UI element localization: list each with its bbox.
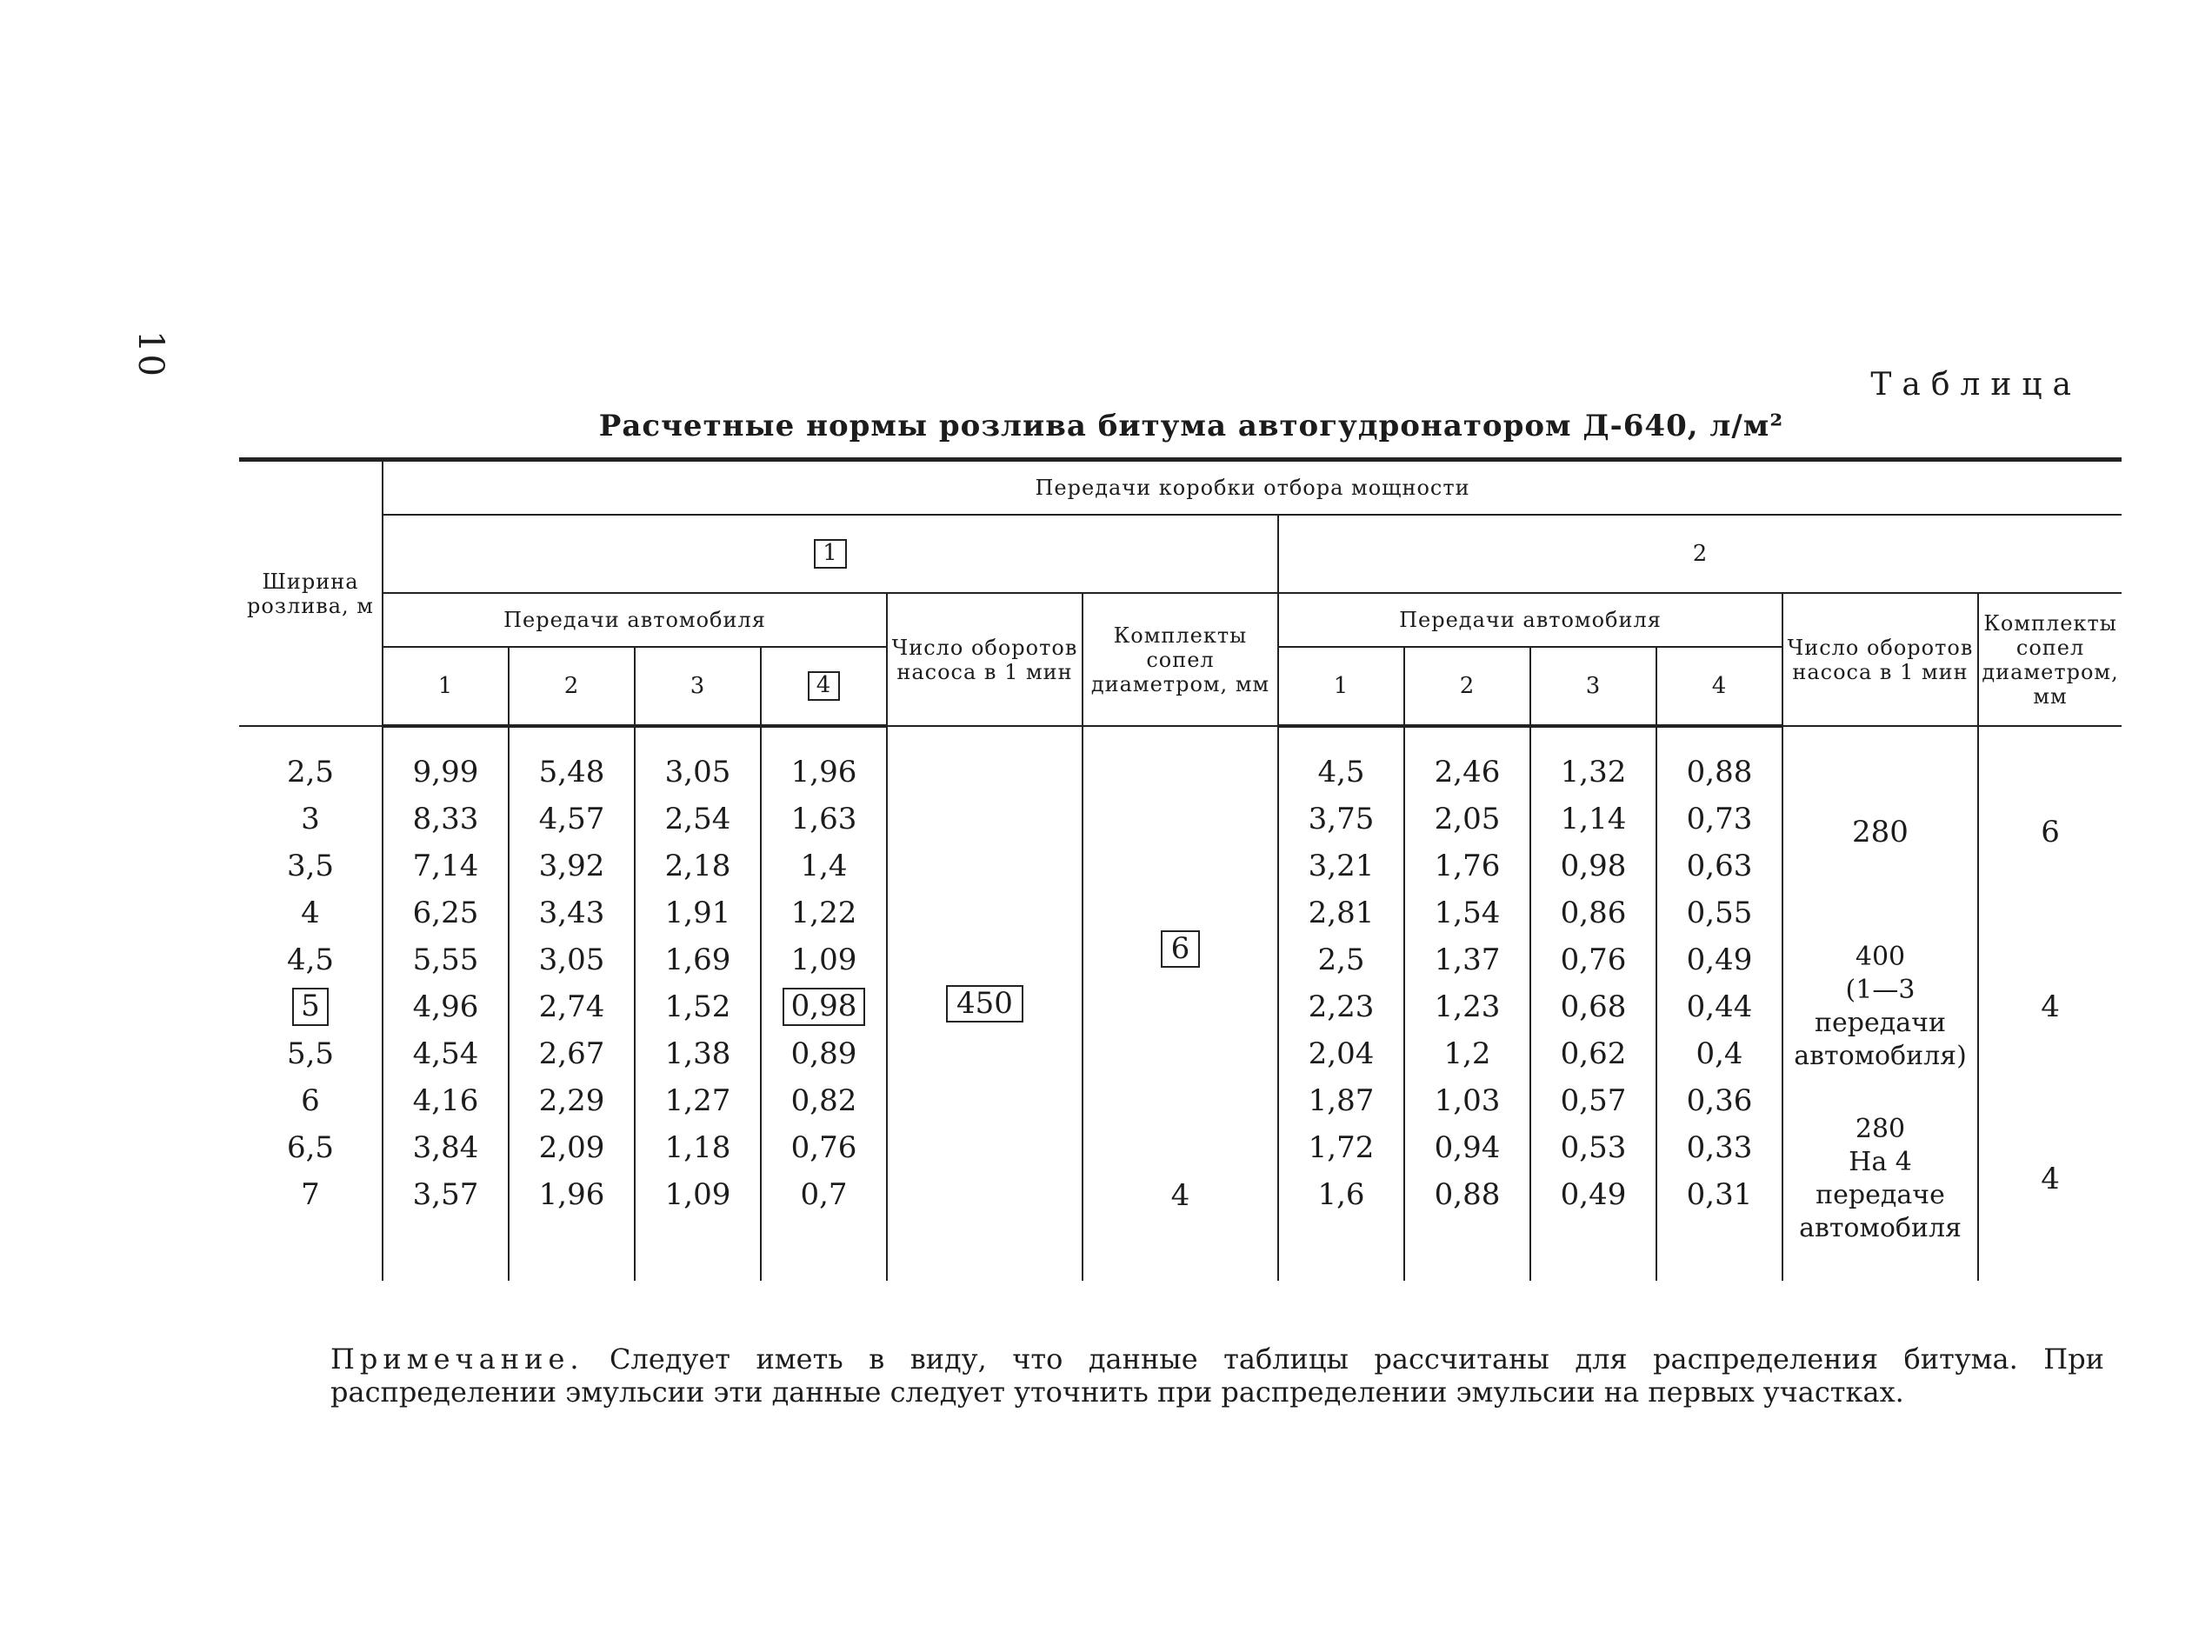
header-gear-2: 2 [509, 647, 635, 726]
value-cell: 1,72 [1278, 1124, 1404, 1171]
value-cell: 2,05 [1404, 796, 1530, 843]
header-gear-1: 1 [383, 647, 509, 726]
value-cell: 1,09 [761, 936, 887, 983]
value-cell: 2,54 [635, 796, 761, 843]
value-cell: 2,29 [509, 1077, 635, 1124]
header-gear-3b: 3 [1530, 647, 1656, 726]
spacer-cell [509, 1218, 635, 1281]
value-cell: 1,09 [635, 1171, 761, 1218]
header-gear-4b: 4 [1656, 647, 1782, 726]
value-cell: 1,96 [509, 1171, 635, 1218]
rpm-280-value: 280 [1855, 1114, 1906, 1144]
pump-rpm-2a: 280 [1782, 726, 1978, 936]
value-cell: 2,04 [1278, 1030, 1404, 1077]
value-cell: 1,69 [635, 936, 761, 983]
nozzle-group-1-last: 4 [1083, 1171, 1278, 1281]
value-cell: 0,86 [1530, 889, 1656, 936]
group-1-boxed-number: 1 [814, 539, 847, 569]
value-cell: 3,43 [509, 889, 635, 936]
width-cell: 4 [301, 896, 320, 930]
width-cell: 3 [301, 802, 320, 836]
value-cell: 2,74 [509, 983, 635, 1030]
value-cell: 1,23 [1404, 983, 1530, 1030]
value-cell: 4,96 [383, 983, 509, 1030]
value-cell: 0,55 [1656, 889, 1782, 936]
value-cell: 7,14 [383, 843, 509, 889]
rpm-280-note: На 4 передаче автомобиля [1799, 1147, 1962, 1243]
value-cell: 0,7 [761, 1171, 887, 1218]
value-cell: 0,88 [1656, 749, 1782, 796]
value-cell: 0,53 [1530, 1124, 1656, 1171]
value-cell: 2,67 [509, 1030, 635, 1077]
header-gear-2b: 2 [1404, 647, 1530, 726]
value-cell: 3,57 [383, 1171, 509, 1218]
width-cell: 6 [301, 1083, 320, 1118]
value-cell: 3,84 [383, 1124, 509, 1171]
value-cell: 0,68 [1530, 983, 1656, 1030]
pump-rpm-2b [1782, 936, 1978, 1077]
value-cell: 2,46 [1404, 749, 1530, 796]
value-cell: 1,6 [1278, 1171, 1404, 1218]
value-cell: 1,4 [761, 843, 887, 889]
spacer-cell [1530, 1218, 1656, 1281]
value-cell: 1,32 [1530, 749, 1656, 796]
value-cell: 6,25 [383, 889, 509, 936]
value-cell: 0,62 [1530, 1030, 1656, 1077]
value-cell: 0,63 [1656, 843, 1782, 889]
value-cell: 1,38 [635, 1030, 761, 1077]
value-cell: 1,91 [635, 889, 761, 936]
header-pump-rpm-1: Число оборотов насоса в 1 мин [887, 593, 1083, 726]
value-cell: 0,76 [761, 1124, 887, 1171]
spacer-cell [239, 726, 383, 749]
value-098-box: 0,98 [783, 988, 866, 1025]
width-cell: 7 [301, 1177, 320, 1212]
value-cell: 2,81 [1278, 889, 1404, 936]
value-cell: 0,31 [1656, 1171, 1782, 1218]
note-text: Следует иметь в виду, что данные таблицы рассчитаны для распределения битума. При распределении эмульсии эти данные следует уточнить при распределении эмульсии на первых участках. [330, 1342, 2104, 1409]
bitumen-rate-table [239, 457, 2122, 1281]
value-cell: 4,16 [383, 1077, 509, 1124]
page-number: 10 [130, 330, 170, 378]
value-cell: 5,55 [383, 936, 509, 983]
width-cell: 6,5 [286, 1130, 335, 1165]
spacer-cell [635, 726, 761, 749]
value-cell: 0,88 [1404, 1171, 1530, 1218]
value-cell: 9,99 [383, 749, 509, 796]
spacer-cell [383, 1218, 509, 1281]
value-cell: 8,33 [383, 796, 509, 843]
value-cell: 1,54 [1404, 889, 1530, 936]
value-cell: 1,96 [761, 749, 887, 796]
rpm-400-note: (1—3 передачи автомобиля) [1794, 975, 1967, 1071]
header-group-2: 2 [1278, 515, 2122, 593]
spacer-cell [383, 726, 509, 749]
width-cell: 5,5 [286, 1036, 335, 1071]
value-cell: 5,48 [509, 749, 635, 796]
spacer-cell [1278, 1218, 1404, 1281]
rpm-400-value: 400 [1855, 942, 1906, 972]
value-cell: 2,23 [1278, 983, 1404, 1030]
value-cell: 4,54 [383, 1030, 509, 1077]
header-car-gears-2: Передачи автомобиля [1278, 593, 1782, 647]
spacer-cell [761, 1218, 887, 1281]
header-width: Ширина розлива, м [239, 460, 383, 727]
value-cell: 0,49 [1656, 936, 1782, 983]
value-cell: 0,89 [761, 1030, 887, 1077]
spacer-cell [1278, 726, 1404, 749]
spacer-cell [1656, 1218, 1782, 1281]
value-cell: 4,57 [509, 796, 635, 843]
table-note [330, 1342, 2104, 1409]
header-car-gears-1: Передачи автомобиля [383, 593, 887, 647]
value-cell: 0,36 [1656, 1077, 1782, 1124]
width-5-box: 5 [292, 988, 329, 1025]
spacer-cell [239, 1218, 383, 1281]
value-cell: 1,63 [761, 796, 887, 843]
width-cell [239, 983, 383, 1030]
header-gear-1b: 1 [1278, 647, 1404, 726]
value-cell: 1,87 [1278, 1077, 1404, 1124]
value-cell: 0,98 [1530, 843, 1656, 889]
header-power-takeoff: Передачи коробки отбора мощности [383, 460, 2122, 516]
table-title: Расчетные нормы розлива битума автогудронатором Д-640, л/м² [598, 409, 1784, 443]
value-cell: 3,75 [1278, 796, 1404, 843]
gear-4-boxed-number: 4 [808, 671, 841, 701]
bitumen-rate-table-wrapper [239, 457, 2119, 1281]
value-cell: 4,5 [1278, 749, 1404, 796]
value-cell: 0,82 [761, 1077, 887, 1124]
value-cell: 2,5 [1278, 936, 1404, 983]
value-cell: 2,18 [635, 843, 761, 889]
value-cell: 2,09 [509, 1124, 635, 1171]
value-cell: 3,92 [509, 843, 635, 889]
header-gear-4 [761, 647, 887, 726]
nozzle-2b: 4 [1978, 936, 2122, 1077]
rpm-450-box: 450 [946, 985, 1023, 1023]
value-cell: 1,37 [1404, 936, 1530, 983]
value-cell: 1,14 [1530, 796, 1656, 843]
table-label: Таблица [1870, 367, 2082, 403]
value-cell: 0,44 [1656, 983, 1782, 1030]
value-cell: 1,27 [635, 1077, 761, 1124]
header-nozzles-1: Комплекты сопел диаметром, мм [1083, 593, 1278, 726]
pump-rpm-group-1 [887, 726, 1083, 1281]
spacer-cell [635, 1218, 761, 1281]
value-cell: 0,76 [1530, 936, 1656, 983]
width-cell: 4,5 [286, 943, 335, 977]
value-cell: 0,33 [1656, 1124, 1782, 1171]
spacer-cell [1656, 726, 1782, 749]
nozzle-2a: 6 [1978, 726, 2122, 936]
note-label: Примечание. [330, 1342, 584, 1376]
width-cell: 2,5 [286, 755, 335, 789]
value-cell: 3,05 [635, 749, 761, 796]
spacer-cell [509, 726, 635, 749]
spacer-cell [1404, 726, 1530, 749]
value-cell: 1,76 [1404, 843, 1530, 889]
pump-rpm-2c [1782, 1077, 1978, 1281]
header-pump-rpm-2: Число оборотов насоса в 1 мин [1782, 593, 1978, 726]
value-cell [761, 983, 887, 1030]
spacer-cell [1530, 726, 1656, 749]
value-cell: 0,57 [1530, 1077, 1656, 1124]
value-cell: 1,03 [1404, 1077, 1530, 1124]
value-cell: 1,22 [761, 889, 887, 936]
value-cell: 1,2 [1404, 1030, 1530, 1077]
value-cell: 1,18 [635, 1124, 761, 1171]
value-cell: 0,49 [1530, 1171, 1656, 1218]
value-cell: 3,21 [1278, 843, 1404, 889]
header-group-1 [383, 515, 1278, 593]
value-cell: 0,4 [1656, 1030, 1782, 1077]
nozzle-6-box: 6 [1161, 930, 1201, 968]
header-nozzles-2: Комплекты сопел диаметром, мм [1978, 593, 2122, 726]
value-cell: 1,52 [635, 983, 761, 1030]
spacer-cell [761, 726, 887, 749]
spacer-cell [1404, 1218, 1530, 1281]
nozzle-2c: 4 [1978, 1077, 2122, 1281]
value-cell: 3,05 [509, 936, 635, 983]
nozzle-group-1-main [1083, 726, 1278, 1171]
value-cell: 0,94 [1404, 1124, 1530, 1171]
header-gear-3: 3 [635, 647, 761, 726]
value-cell: 0,73 [1656, 796, 1782, 843]
width-cell: 3,5 [286, 849, 335, 883]
